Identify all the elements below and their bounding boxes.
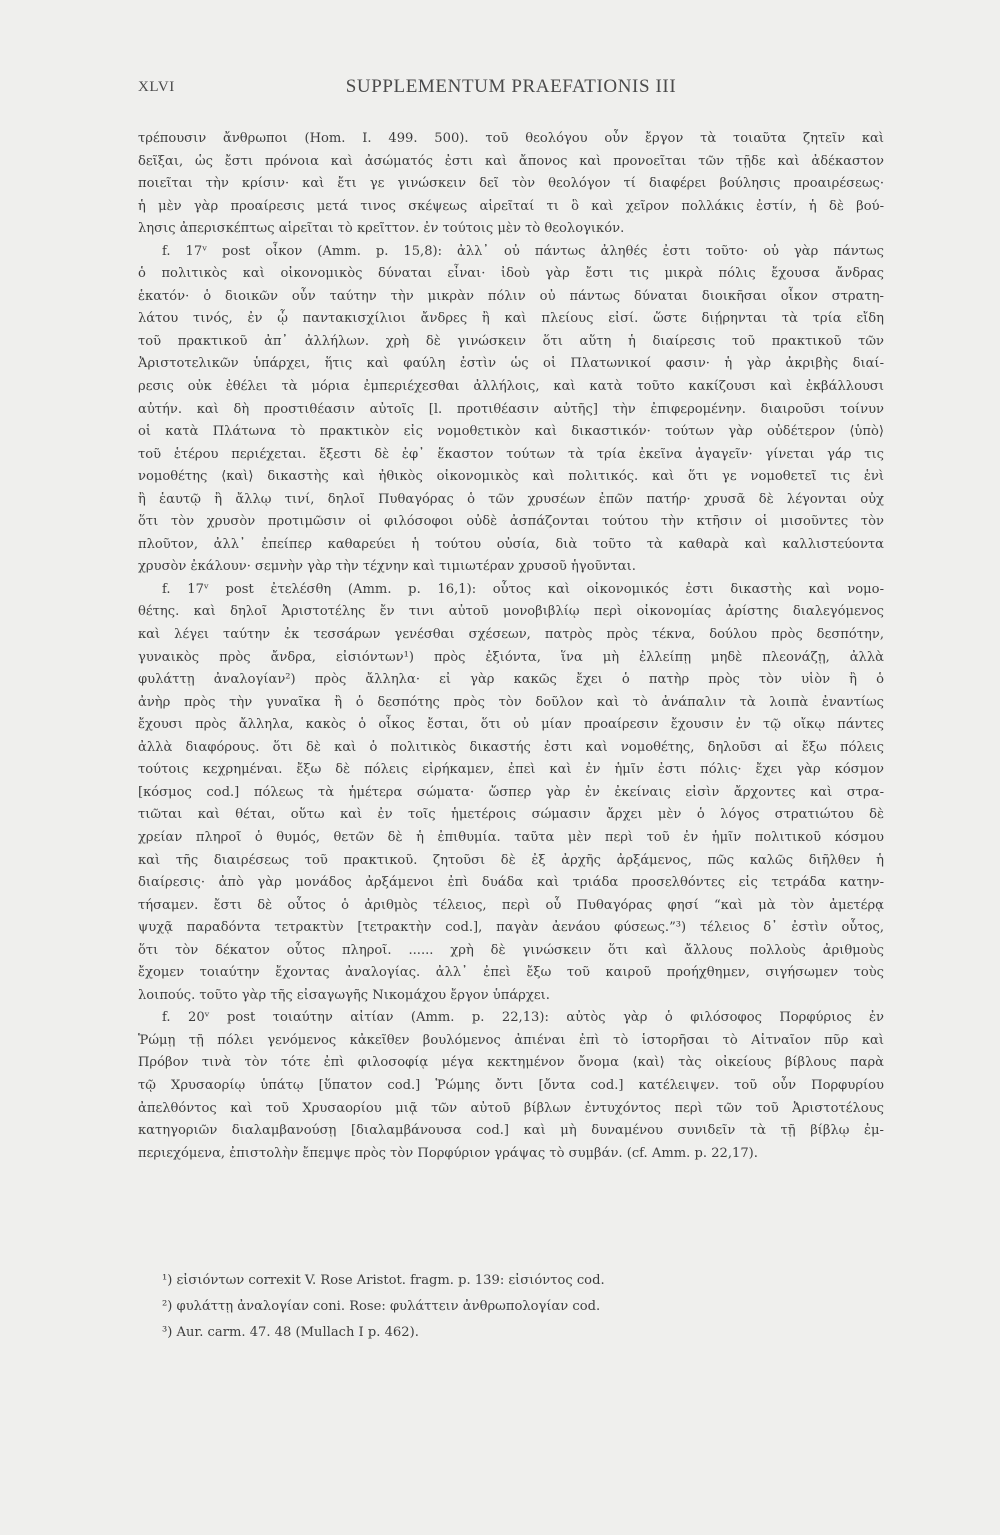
text-line: δεῖξαι, ὡς ἔστι πρόνοια καὶ ἀσώματός ἐστι καὶ ἄπονος καὶ προνοεῖται τῶν τῇδε καὶ ἀδέκαστον [138,153,884,169]
text-line: ὅτι τὸν δέκατον οὗτος πληροῖ. ...... χρὴ δὲ γινώσκειν ὅτι καὶ ἄλλους πολλοὺς ἀριθμοὺς [138,942,884,958]
text-line: ἀνὴρ πρὸς τὴν γυναῖκα ἢ ὁ δεσπότης πρὸς τὸν δοῦλον καὶ τὸ ἀνάπαλιν τὰ λοιπὰ ἐναντίως [138,694,884,710]
text-line: f. 17ᵛ post οἶκον (Amm. p. 15,8): ἀλλ᾽ οὐ πάντως ἀληθές ἐστι τοῦτο· οὐ γὰρ πάντως [162,243,884,259]
text-line: ἑκατόν· ὁ διοικῶν οὖν ταύτην τὴν μικρὰν πόλιν οὐ πάντως δύναται διοικῆσαι οἶκον στρατη- [138,288,884,304]
text-line: ὁ πολιτικὸς καὶ οἰκονομικὸς δύναται εἶναι· ἰδοὺ γὰρ ἔστι τις μικρὰ πόλις ἔχουσα ἄνδρας [138,266,884,282]
footnote: ²) φυλάττῃ ἀναλογίαν coni. Rose: φυλάττειν ἀνθρωπολογίαν cod. [162,1299,601,1314]
text-line: f. 17ᵛ post ἐτελέσθη (Amm. p. 16,1): οὗτος καὶ οἰκονομικός ἐστι δικαστὴς καὶ νομο- [162,581,884,597]
text-line: ἢ ἑαυτῷ ἢ ἄλλῳ τινί, δηλοῖ Πυθαγόρας ὁ τῶν χρυσέων ἐπῶν πατήρ· χρυσᾶ δὲ λέγονται οὐχ [138,491,884,507]
text-line: ὅτι τὸν χρυσὸν προτιμῶσιν οἱ φιλόσοφοι οὐδὲ ἀσπάζονται τούτου τὴν κτῆσιν οἱ μισοῦντες τὸν [138,514,884,530]
text-line: ἔχομεν τοιαύτην ἔχοντας ἀναλογίας. ἀλλ᾽ ἐπεὶ ἔξω τοῦ καιροῦ προήχθημεν, σιγήσωμεν τοὺς [138,965,884,981]
text-line: οἱ κατὰ Πλάτωνα τὸ πρακτικὸν εἰς νομοθετικὸν καὶ δικαστικόν· τούτων γὰρ οὐδέτερον ⟨ὑπὸ⟩ [138,424,884,440]
text-line: γυναικὸς πρὸς ἄνδρα, εἰσιόντων¹) πρὸς ἐξιόντα, ἵνα μὴ ἐλλείπῃ μηδὲ πλεονάζῃ, ἀλλὰ [138,649,884,665]
text-line: λησις ἀπερισκέπτως αἱρεῖται τὸ κρεῖττον. ἐν τούτοις μὲν τὸ θεολογικόν. [138,221,625,237]
text-line: Ἀριστοτελικῶν ὑπάρχει, ἥτις καὶ φαύλη ἐστὶν ὡς οἱ Πλατωνικοί φασιν· ἡ γὰρ ἀκριβὴς διαί- [138,356,884,372]
footnotes [162,1268,862,1346]
text-line: καὶ τῆς διαιρέσεως τοῦ πρακτικοῦ. ζητοῦσι δὲ ἐξ ἀρχῆς ἀρξάμενος, πῶς καλῶς διῆλθεν ἡ [138,852,884,868]
text-line: ρεσις οὐκ ἐθέλει τὰ μόρια ἐμπεριέχεσθαι ἀλλήλοις, καὶ κατὰ τοῦτο κακίζουσι καὶ ἐκβάλλουσι [138,379,884,395]
running-title: SUPPLEMENTUM PRAEFATIONIS III [345,76,677,97]
text-line: ποιεῖται τὴν κρίσιν· καὶ ἔτι γε γινώσκειν δεῖ τὸν θεολόγον τί διαφέρει βούλησις προαιρέσεως· [138,176,884,192]
text-line: [κόσμος cod.] πόλεως τὰ ἡμέτερα σώματα· ὥσπερ γὰρ ἐν ἐκείναις εἰσὶν ἄρχοντες καὶ στρα- [138,784,884,800]
text-line: διαίρεσις· ἀπὸ γὰρ μονάδος ἀρξάμενοι ἐπὶ δυάδα καὶ τριάδα προσελθόντες εἰς τετράδα κατην- [138,875,884,891]
text-line: τούτοις κεχρημέναι. ἔξω δὲ πόλεις εἰρήκαμεν, ἐπεὶ καὶ ἐν ἡμῖν ἐστι πόλις· ἔχει γὰρ κόσμον [138,762,884,778]
text-line: χρυσὸν ἐκάλουν· σεμνὴν γὰρ τὴν τέχνην καὶ τιμιωτέραν χρυσοῦ ἡγοῦνται. [138,559,636,575]
running-header [138,76,884,98]
text-line: πλοῦτον, ἀλλ᾽ ἐπείπερ καθαρεύει ἡ τούτου οὐσία, διὰ τοῦτο τὰ καθαρὰ καὶ καλλιστεύοντα [138,536,884,552]
footnote: ³) Aur. carm. 47. 48 (Mullach I p. 462). [162,1325,419,1340]
text-line: τῷ Χρυσαορίῳ ὑπάτῳ [ὕπατον cod.] Ῥώμης ὄντι [ὄντα cod.] κατέλειψεν. τοῦ οὖν Πορφυρίου [138,1077,884,1093]
text-line: τιῶται καὶ θέται, οὕτω καὶ ἐν τοῖς ἡμετέροις σώμασιν ἄρχει μὲν ὁ λόγος στρατιώτου δὲ [138,807,884,823]
text-line: περιεχόμενα, ἐπιστολὴν ἔπεμψε πρὸς τὸν Πορφύριον γράψας τὸ συμβάν. (cf. Amm. p. 22,17). [138,1145,758,1161]
text-line: θέτης. καὶ δηλοῖ Ἀριστοτέλης ἔν τινι αὐτοῦ μονοβιβλίῳ περὶ οἰκονομίας ἀρίστης διαλεγόμενος [138,604,884,620]
text-line: αὐτήν. καὶ δὴ προστιθέασιν αὐτοῖς [l. προτιθέασιν αὐτῆς] τὴν ἐπιφερομένην. διαιροῦσι τοίνυν [138,401,884,417]
text-line: νομοθέτης ⟨καὶ⟩ δικαστὴς καὶ ἠθικὸς οἰκονομικὸς καὶ πολιτικός. καὶ ὅτι γε νομοθετεῖ τις ἑνὶ [138,469,884,485]
page-number: XLVI [138,79,175,95]
text-line: χρείαν πληροῖ ὁ θυμός, θετῶν δὲ ἡ ἐπιθυμία. ταῦτα μὲν περὶ τοῦ ἐν ἡμῖν πολιτικοῦ κόσμου [138,829,884,845]
text-line: f. 20ᵛ post τοιαύτην αἰτίαν (Amm. p. 22,13): αὐτὸς γὰρ ὁ φιλόσοφος Πορφύριος ἐν [162,1010,884,1026]
text-line: ἀλλὰ διαφόρους. ὅτι δὲ καὶ ὁ πολιτικὸς δικαστής ἐστι καὶ νομοθέτης, δηλοῦσι αἱ ἔξω πόλεις [138,739,884,755]
text-line: Ῥώμῃ τῇ πόλει γενόμενος κἀκεῖθεν βουλόμενος ἀπιέναι ἐπὶ τὸ ἱστορῆσαι τὸ Αἰτναῖον πῦρ καὶ [138,1032,884,1048]
text-line: λοιπούς. τοῦτο γὰρ τῆς εἰσαγωγῆς Νικομάχου ἔργον ὑπάρχει. [138,987,550,1003]
text-line: τήσαμεν. ἔστι δὲ οὗτος ὁ ἀριθμὸς τέλειος, περὶ οὗ Πυθαγόρας φησί “καὶ μὰ τὸν ἀμετέρᾳ [138,897,884,913]
text-line: τρέπουσιν ἄνθρωποι (Hom. I. 499. 500). τοῦ θεολόγου οὖν ἔργον τὰ τοιαῦτα ζητεῖν καὶ [138,131,884,146]
text-line: κατηγοριῶν διαλαμβανούσῃ [διαλαμβάνουσα cod.] καὶ μὴ δυναμένου συνιδεῖν τὰ τῇ βίβλῳ ἐμ- [138,1123,884,1139]
text-line: ἀπελθόντος καὶ τοῦ Χρυσαορίου μιᾷ τῶν αὐτοῦ βίβλων ἐντυχόντος περὶ τῶν τοῦ Ἀριστοτέλους [138,1100,884,1116]
text-line: τοῦ πρακτικοῦ ἀπ᾽ ἀλλήλων. χρὴ δὲ γινώσκειν ὅτι αὕτη ἡ διαίρεσις τοῦ πρακτικοῦ τῶν [138,333,884,349]
text-line: τοῦ ἑτέρου περιέχεται. ἔξεστι δὲ ἐφ᾽ ἕκαστον τούτων τὰ τρία ἐκεῖνα ἀγαγεῖν· γίνεται γάρ τις [138,446,884,462]
footnote: ¹) εἰσιόντων correxit V. Rose Aristot. fragm. p. 139: εἰσιόντος cod. [162,1273,605,1288]
text-line: ἔχουσι πρὸς ἄλληλα, κακὸς ὁ οἶκος ἔσται, ὅτι οὐ μίαν προαίρεσιν ἔχουσιν ἐν τῷ οἴκῳ πάντες [138,717,884,733]
text-line: ψυχᾷ παραδόντα τετρακτὺν [τετρακτὴν cod.], παγὰν ἀενάου φύσεως.”³) τέλειος δ᾽ ἐστὶν οὗτος, [138,920,884,936]
text-line: καὶ λέγει ταύτην ἐκ τεσσάρων γενέσθαι σχέσεων, πατρὸς πρὸς τέκνα, δούλου πρὸς δεσπότην, [138,627,884,643]
text-line: ἡ μὲν γὰρ προαίρεσις μετά τινος σκέψεως αἱρεῖταί τι ὃ καὶ χεῖρον πολλάκις ἐστίν, ἡ δὲ βού- [138,198,884,214]
text-line: Πρόβον τινὰ τὸν τότε ἐπὶ φιλοσοφίᾳ μέγα κεκτημένον ὄνομα ⟨καὶ⟩ τὰς οἰκείους βίβλους παρὰ [138,1055,884,1071]
main-text [138,128,884,1165]
text-line: λάτου τινός, ἐν ᾧ παντακισχίλιοι ἄνδρες ἢ καὶ πλείους εἰσί. ὥστε διῄρηνται τὰ τρία εἴδη [138,311,884,327]
text-line: φυλάττῃ ἀναλογίαν²) πρὸς ἄλληλα· εἰ γὰρ κακῶς ἔχει ὁ πατὴρ πρὸς τὸν υἱὸν ἢ ὁ [138,672,884,688]
